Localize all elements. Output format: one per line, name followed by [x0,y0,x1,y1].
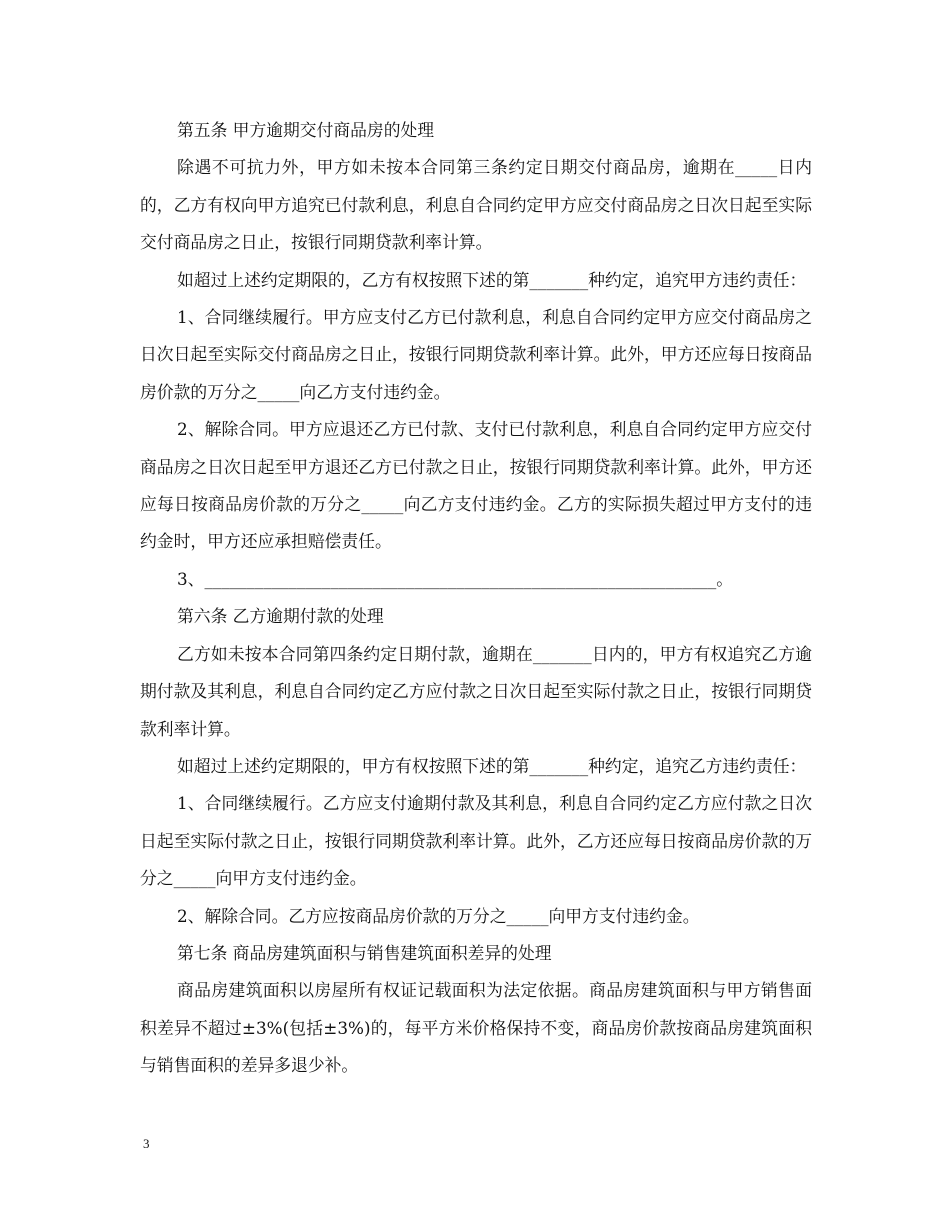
article-5-option-3: 3、_____________________________________________________________。 [177,568,734,589]
article-6-heading: 第六条 乙方逾期付款的处理 [177,606,384,627]
article-5-option-2: 2、解除合同。甲方应退还乙方已付款、支付已付款利息，利息自合同约定甲方应交付商品房之日次日起至甲方退还乙方已付款之日止，按银行同期贷款利率计算。此外，甲方还应每日按商品房价款的万分之_____向乙方支付违约金。乙方的实际损失超过甲方支付的违约金时，甲方还应承担赔偿责任。 [140,419,812,552]
article-7-heading: 第七条 商品房建筑面积与销售建筑面积差异的处理 [177,942,552,963]
page-number: 3 [143,1136,150,1151]
article-6-overdue-clause: 如超过上述约定期限的，甲方有权按照下述的第_______种约定，追究乙方违约责任： [177,755,807,776]
article-7-clause: 商品房建筑面积以房屋所有权证记载面积为法定依据。商品房建筑面积与甲方销售面积差异不超过±3%(包括±3%)的，每平方米价格保持不变，商品房价款按商品房建筑面积与销售面积的差异多退少补。 [140,980,812,1076]
article-5-heading: 第五条 甲方逾期交付商品房的处理 [177,120,435,140]
article-5-option-1: 1、合同继续履行。甲方应支付乙方已付款利息，利息自合同约定甲方应交付商品房之日次日起至实际交付商品房之日止，按银行同期贷款利率计算。此外，甲方还应每日按商品房价款的万分之_____向乙方支付违约金。 [140,307,812,402]
article-6-option-2: 2、解除合同。乙方应按商品房价款的万分之_____向甲方支付违约金。 [177,905,700,926]
article-5-clause: 除遇不可抗力外，甲方如未按本合同第三条约定日期交付商品房，逾期在_____日内的，乙方有权向甲方追究已付款利息，利息自合同约定甲方应交付商品房之日次日起至实际交付商品房之日止，按银行同期贷款利率计算。 [140,157,812,253]
document-body [140,112,812,1085]
article-6-option-1: 1、合同继续履行。乙方应支付逾期付款及其利息，利息自合同约定乙方应付款之日次日起至实际付款之日止，按银行同期贷款利率计算。此外，乙方还应每日按商品房价款的万分之_____向甲方支付违约金。 [140,793,812,889]
article-5-overdue-clause: 如超过上述约定期限的，乙方有权按照下述的第_______种约定，追究甲方违约责任： [177,269,807,290]
article-6-clause: 乙方如未按本合同第四条约定日期付款，逾期在_______日内的，甲方有权追究乙方逾期付款及其利息，利息自合同约定乙方应付款之日次日起至实际付款之日止，按银行同期贷款利率计算。 [140,643,812,739]
